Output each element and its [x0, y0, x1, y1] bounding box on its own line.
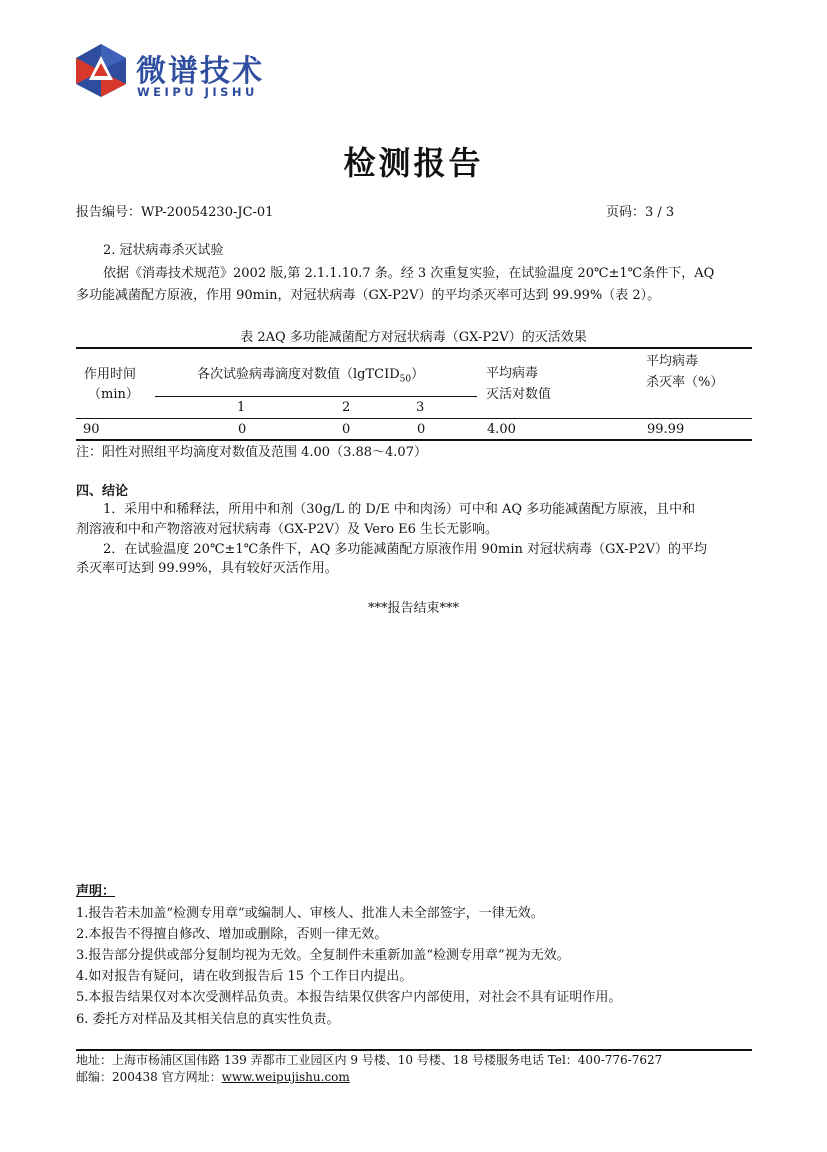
section-paragraph-line: 多功能减菌配方原液，作用 90min，对冠状病毒（GX-P2V）的平均杀灭率可达到 99.99%（表 2）。: [76, 288, 661, 303]
table-caption: 表 2AQ 多功能减菌配方对冠状病毒（GX-P2V）的灭活效果: [240, 330, 587, 345]
section-heading: 2. 冠状病毒杀灭试验: [103, 243, 224, 258]
conclusion-paragraph-line: 2．在试验温度 20℃±1℃条件下，AQ 多功能减菌配方原液作用 90min 对冠状病毒（GX-P2V）的平均: [103, 542, 708, 557]
table-header-rule: [76, 418, 752, 419]
statement-item: 2.本报告不得擅自修改、增加或删除，否则一律无效。: [76, 927, 388, 942]
table-row-v1: 0: [238, 422, 247, 437]
footer-postcode-website: [76, 1067, 350, 1088]
page-title: 检测报告: [343, 144, 484, 182]
sub-header-3: 3: [416, 400, 425, 415]
table-top-rule: [76, 347, 752, 349]
col-header-titer-subscript: 50: [399, 374, 412, 385]
table-row-kill: 99.99: [647, 422, 685, 437]
col-header-kill-2: 杀灭率（%）: [646, 375, 724, 390]
statement-item: 1.报告若未加盖“检测专用章”或编制人、审核人、批准人未全部签字，一律无效。: [76, 906, 544, 921]
logo-english-text: WEIPU JISHU: [137, 85, 258, 99]
logo-chinese-text: 微谱技术: [136, 54, 264, 89]
page-number: 页码：3 / 3: [606, 205, 675, 220]
statement-heading: 声明：: [76, 884, 116, 899]
col-header-avg: 平均病毒: [486, 366, 539, 381]
sub-header-1: 1: [237, 400, 246, 415]
table-note: 注：阳性对照组平均滴度对数值及范围 4.00（3.88～4.07）: [76, 445, 427, 460]
col-header-time: 作用时间: [84, 367, 137, 382]
col-header-avg-2: 灭活对数值: [486, 387, 552, 402]
table-row-time: 90: [83, 422, 100, 437]
col-header-titer-text: 各次试验病毒滴度对数值（lgTCID: [197, 367, 400, 382]
section-paragraph-line: 依据《消毒技术规范》2002 版,第 2.1.1.10.7 条。经 3 次重复实验，在试验温度 20℃±1℃条件下，AQ: [103, 266, 715, 281]
conclusion-heading: 四、结论: [76, 484, 129, 499]
conclusion-paragraph-line: 1．采用中和稀释法，所用中和剂（30g/L 的 D/E 中和肉汤）可中和 AQ 多功能减菌配方原液，且中和: [103, 502, 696, 517]
report-number: 报告编号：WP-20054230-JC-01: [76, 205, 274, 220]
table-row-v3: 0: [417, 422, 426, 437]
report-end-mark: ***报告结束***: [367, 601, 459, 616]
statement-item: 5.本报告结果仅对本次受测样品负责。本报告结果仅供客户内部使用，对社会不具有证明作用。: [76, 990, 622, 1005]
footer-postcode-label: 邮编：200438 官方网址：: [76, 1070, 222, 1084]
col-header-kill: 平均病毒: [646, 354, 699, 369]
footer-address: 地址：上海市杨浦区国伟路 139 弄都市工业园区内 9 号楼、10 号楼、18 号楼服务电话 Tel：400-776-7627: [76, 1053, 663, 1067]
logo-mark-icon: [72, 42, 130, 98]
table-row-v2: 0: [342, 422, 351, 437]
conclusion-paragraph-line: 杀灭率可达到 99.99%，具有较好灭活作用。: [76, 561, 338, 576]
col-header-titer-close: ）: [411, 367, 425, 382]
statement-item: 6. 委托方对样品及其相关信息的真实性负责。: [76, 1012, 340, 1027]
table-bottom-rule: [76, 439, 752, 441]
statement-item: 3.报告部分提供或部分复制均视为无效。全复制件未重新加盖“检测专用章”视为无效。: [76, 948, 570, 963]
col-header-titer: [197, 366, 424, 389]
table-sub-rule: [155, 396, 477, 397]
conclusion-paragraph-line: 剂溶液和中和产物溶液对冠状病毒（GX-P2V）及 Vero E6 生长无影响。: [76, 522, 499, 537]
company-logo: [72, 40, 312, 102]
table-row-avg: 4.00: [487, 422, 516, 437]
website-link[interactable]: www.weipujishu.com: [221, 1070, 350, 1084]
sub-header-2: 2: [342, 400, 351, 415]
col-header-time-unit: （min）: [88, 387, 139, 402]
statement-item: 4.如对报告有疑问，请在收到报告后 15 个工作日内提出。: [76, 969, 413, 984]
